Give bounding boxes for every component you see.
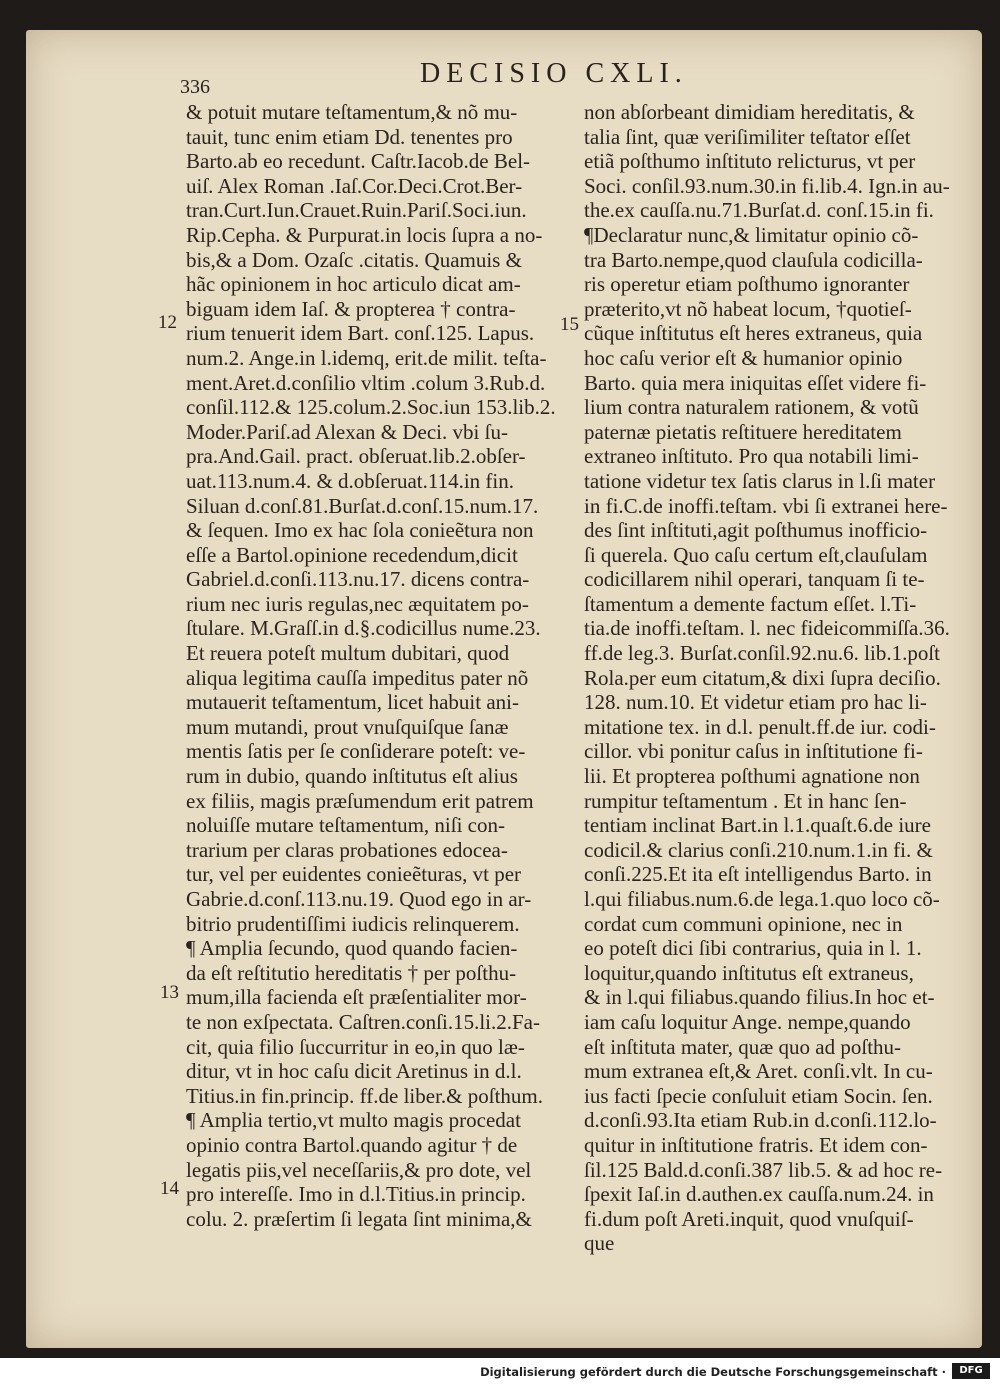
text-line: extraneo inſtituto. Pro qua notabili limi- [584,444,919,469]
text-line: legatis piis,vel neceſſariis,& pro dote, vel [186,1157,532,1182]
text-line: Gabriel.d.conſi.113.nu.17. dicens contra- [186,567,530,592]
text-line: Titius.in fin.princip. ff.de liber.& poſthum. [186,1083,543,1108]
text-line: cũque inſtitutus eſt heres extraneus, quia [584,321,923,346]
text-line: des ſint inſtituti,agit poſthumus inofficio- [584,518,928,543]
text-line: Barto. quia mera iniquitas eſſet videre fi- [584,370,927,395]
text-line: ſpexit Iaſ.in d.authen.ex cauſſa.num.24. in [584,1182,934,1207]
text-line: rium nec iuris regulas,nec æquitatem po- [186,591,529,616]
running-head: DECISIO CXLI. [420,58,688,89]
text-line: codicil.& clarius conſi.210.num.1.in fi. & [584,837,933,862]
text-line: & potuit mutare teſtamentum,& nõ mu- [186,100,518,124]
text-line: tra Barto.nempe,quod clauſula codicilla- [584,247,923,272]
text-line: ſil.125 Bald.d.conſi.387 lib.5. & ad hoc re- [584,1157,943,1182]
text-line: ius facti ſpecie conſuluit etiam Socin. ſen. [584,1083,933,1108]
text-line: uiſ. Alex Roman .Iaſ.Cor.Deci.Crot.Ber- [186,173,523,198]
text-line: 128. num.10. Et videtur etiam pro hac li- [584,690,927,715]
text-line: ſi querela. Quo caſu certum eſt,clauſulam [584,542,928,567]
text-line: mum extranea eſt,& Aret. conſi.vlt. In cu- [584,1059,933,1084]
text-line: hoc caſu verior eſt & humanior opinio [584,345,903,370]
text-line: noluiſſe mutare teſtamentum, niſi con- [186,813,505,838]
text-line: ditur, vt in hoc caſu dicit Aretinus in d.l. [186,1059,522,1084]
text-line: rumpitur teſtamentum . Et in hanc ſen- [584,788,907,813]
text-line: cit, quia filio ſuccurritur in eo,in quo læ- [186,1034,525,1059]
text-line: Et reuera poteſt multum dubitari, quod [186,641,510,666]
text-line: quitur in inſtitutione fratris. Et idem con- [584,1132,928,1157]
text-line: opinio contra Bartol.quando agitur † de [186,1132,518,1157]
text-line: ſtulare. M.Graſſ.in d.§.codicillus nume.23. [186,616,541,641]
text-line: loquitur,quando inſtitutus eſt extraneus, [584,960,914,985]
text-line: te non exſpectata. Caſtren.conſi.15.li.2.Fa- [186,1009,540,1034]
text-line: etiã poſthumo inſtituto relicturus, vt per [584,149,916,174]
dfg-logo: DFG [952,1363,990,1379]
text-line: d.conſi.93.Ita etiam Rub.in d.conſi.112.lo- [584,1108,937,1133]
margin-number: 12 [158,312,177,333]
text-line: trarium per claras probationes edocea- [186,837,508,862]
page-number: 336 [180,76,210,98]
text-line: l.qui filiabus.num.6.de lega.1.quo loco cõ- [584,887,940,911]
text-line: aliqua legitima cauſſa impeditus pater nõ [186,665,529,690]
text-line: hãc opinionem in hoc articulo dicat am- [186,272,521,297]
text-line: tauit, tunc enim etiam Dd. tenentes pro [186,124,513,149]
text-line: eo poteſt dici ſibi contrarius, quia in l. 1. [584,936,922,961]
text-line: talia ſint, quæ veriſimiliter teſtator eſſet [584,124,911,149]
text-line: pro intereſſe. Imo in d.l.Titius.in princip. [186,1182,526,1207]
text-line: fi.dum poſt Areti.inquit, quod vnuſquiſ- [584,1206,914,1231]
text-line: Siluan d.conſ.81.Burſat.d.conſ.15.num.17. [186,493,539,518]
text-line: rum in dubio, quando inſtitutus eſt alius [186,764,518,789]
text-line: pra.And.Gail. pract. obſeruat.lib.2.obſer- [186,444,526,469]
text-line: mentis ſatis per ſe conſiderare poteſt: ve- [186,739,526,764]
text-line: Rip.Cepha. & Purpurat.in locis ſupra a no- [186,222,543,247]
text-line: mutauerit teſtamentum, licet habuit ani- [186,690,519,715]
text-line: & in l.qui filiabus.quando filius.In hoc et- [584,985,935,1010]
text-line: colu. 2. præſertim ſi legata ſint minima,& [186,1206,532,1231]
text-line: tur, vel per euidentes conieẽturas, vt per [186,862,522,887]
left-text-column [186,100,572,1231]
text-line: cillor. vbi ponitur caſus in inſtitutione fi- [584,739,923,764]
text-line: mum mutandi, prout vnuſquiſque ſanæ [186,714,509,739]
text-line: cordat cum communi opinione, nec in [584,911,903,936]
text-line: mitatione tex. in d.l. penult.ff.de iur. codi- [584,714,936,739]
text-line: ff.de leg.3. Burſat.conſil.92.nu.6. lib.1.poſt [584,641,940,666]
text-line: uat.113.num.4. & d.obſeruat.114.in fin. [186,468,514,493]
text-line: da eſt reſtitutio hereditatis † per poſthu- [186,960,517,985]
text-line: & ſequen. Imo ex hac ſola conieẽtura non [186,518,534,543]
text-line: in fi.C.de inoffi.teſtam. vbi ſi extranei here- [584,493,948,518]
right-text-column [584,100,958,1256]
text-line: num.2. Ange.in l.idemq, erit.de milit. teſta- [186,345,547,370]
text-line: ſtamentum a demente factum eſſet. l.Ti- [584,591,917,616]
text-line: bis,& a Dom. Ozaſc .citatis. Quamuis & [186,247,522,272]
text-line: mum,illa facienda eſt præſentialiter mor- [186,985,527,1010]
text-line: biguam idem Iaſ. & propterea † contra- [186,296,516,321]
text-line: tia.de inoffi.teſtam. l. nec fideicommiſſa.36. [584,616,950,641]
text-line: conſil.112.& 125.colum.2.Soc.iun 153.lib.2. [186,395,556,420]
text-line: paternæ pietatis reſtituere hereditatem [584,419,902,444]
margin-number: 14 [160,1178,179,1199]
text-line: tran.Curt.Iun.Crauet.Ruin.Pariſ.Soci.iun. [186,198,527,223]
text-line: Rola.per eum citatum,& dixi ſupra deciſio. [584,665,941,690]
text-line: non abſorbeant dimidiam hereditatis, & [584,100,915,124]
text-line: ris operetur etiam poſthumo ignoranter [584,272,910,297]
margin-number: 13 [160,982,179,1003]
text-line: ¶Declaratur nunc,& limitatur opinio cõ- [584,222,919,247]
text-line: ¶ Amplia tertio,vt multo magis procedat [186,1108,521,1133]
text-line: conſi.225.Et ita eſt intelligendus Barto. in [584,862,932,887]
text-line: bitrio prudentiſſimi iudicis relinquerem. [186,911,520,936]
text-line: tentiam inclinat Bart.in l.1.quaſt.6.de iure [584,813,931,838]
text-line: rium tenuerit idem Bart. conſ.125. Lapus. [186,321,535,346]
text-line: the.ex cauſſa.nu.71.Burſat.d. conſ.15.in fi. [584,198,934,223]
funding-notice: Digitalisierung gefördert durch die Deutsche Forschungsgemeinschaft · [480,1365,946,1379]
text-line: lium contra naturalem rationem, & votũ [584,395,919,420]
text-line: lii. Et propterea poſthumi agnatione non [584,764,920,789]
text-line: Moder.Pariſ.ad Alexan & Deci. vbi ſu- [186,419,508,444]
text-line: tatione videtur tex ſatis clarus in l.ſi mater [584,468,936,493]
text-line: que [584,1231,615,1256]
text-line: ¶ Amplia ſecundo, quod quando facien- [186,936,518,961]
text-line: eſſe a Bartol.opinione recedendum,dicit [186,542,518,567]
text-line: Gabrie.d.conſ.113.nu.19. Quod ego in ar- [186,887,532,911]
text-line: præterito,vt nõ habeat locum, †quotieſ- [584,296,912,321]
text-line: Barto.ab eo recedunt. Caſtr.Iacob.de Bel- [186,149,531,174]
text-line: ment.Aret.d.conſilio vltim .colum 3.Rub.d. [186,370,546,395]
text-line: codicillarem nihil operari, tanquam ſi te- [584,567,925,592]
margin-number: 15 [560,314,579,335]
text-line: ex filiis, magis præſumendum erit patrem [186,788,534,813]
text-line: Soci. conſil.93.num.30.in fi.lib.4. Ign.in au- [584,173,950,198]
text-line: eſt inſtituta mater, quæ quo ad poſthu- [584,1034,902,1059]
text-line: iam caſu loquitur Ange. nempe,quando [584,1009,911,1034]
